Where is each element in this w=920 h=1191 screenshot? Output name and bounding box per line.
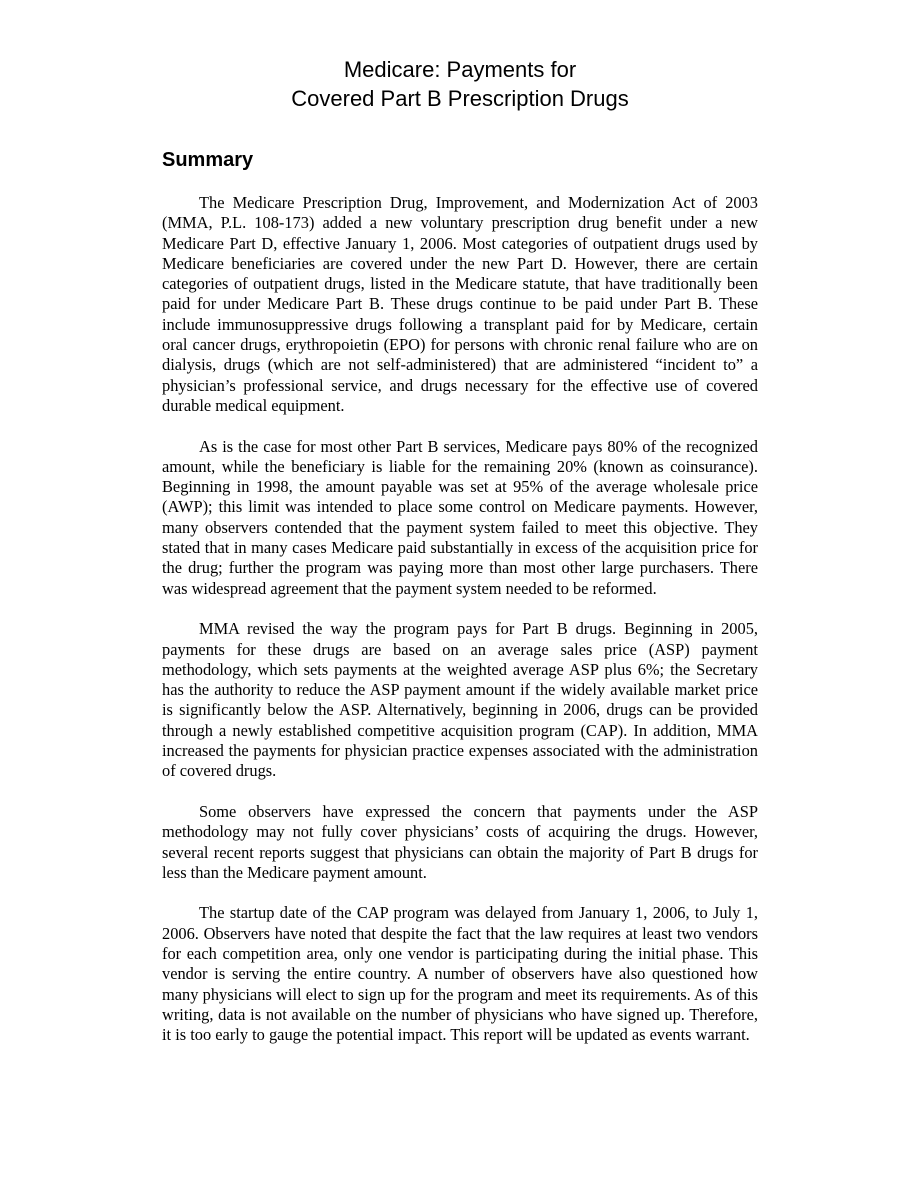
title-line-1: Medicare: Payments for	[343, 57, 577, 82]
summary-body	[162, 193, 758, 1066]
page-title	[0, 55, 920, 113]
title-line-2: Covered Part B Prescription Drugs	[291, 86, 629, 111]
paragraph: As is the case for most other Part B services, Medicare pays 80% of the recognized amount, while the beneficiary is liable for the remaining 20% (known as coinsurance). Beginning in 1998, the amount payable was set at 95% of the average wholesale price (AWP); this limit was intended to place some control on Medicare payments. However, many observers contended that the payment system failed to meet this objective. They stated that in many cases Medicare paid substantially in excess of the acquisition price for the drug; further the program was paying more than most other large purchasers. There was widespread agreement that the payment system needed to be reformed.	[162, 436, 758, 598]
paragraph: The Medicare Prescription Drug, Improvement, and Modernization Act of 2003 (MMA, P.L. 108-173) added a new voluntary prescription drug benefit under a new Medicare Part D, effective January 1, 2006. Most categories of outpatient drugs used by Medicare beneficiaries are covered under the new Part D. However, there are certain categories of outpatient drugs, listed in the Medicare statute, that have traditionally been paid for under Medicare Part B. These drugs continue to be paid under Part B. These include immunosuppressive drugs following a transplant paid for by Medicare, certain oral cancer drugs, erythropoietin (EPO) for persons with chronic renal failure who are on dialysis, drugs (which are not self-administered) that are administered “incident to” a physician’s professional service, and drugs necessary for the effective use of covered durable medical equipment.	[162, 193, 758, 415]
paragraph: The startup date of the CAP program was delayed from January 1, 2006, to July 1, 2006. Observers have noted that despite the fact that the law requires at least two vendors for each competition area, only one vendor is participating during the initial phase. This vendor is serving the entire country. A number of observers have also questioned how many physicians will elect to sign up for the program and meet its requirements. As of this writing, data is not available on the number of physicians who have signed up. Therefore, it is too early to gauge the potential impact. This report will be updated as events warrant.	[162, 903, 758, 1045]
paragraph: Some observers have expressed the concern that payments under the ASP methodology may not fully cover physicians’ costs of acquiring the drugs. However, several recent reports suggest that physicians can obtain the majority of Part B drugs for less than the Medicare payment amount.	[162, 801, 758, 882]
paragraph: MMA revised the way the program pays for Part B drugs. Beginning in 2005, payments for these drugs are based on an average sales price (ASP) payment methodology, which sets payments at the weighted average ASP plus 6%; the Secretary has the authority to reduce the ASP payment amount if the widely available market price is significantly below the ASP. Alternatively, beginning in 2006, drugs can be provided through a newly established competitive acquisition program (CAP). In addition, MMA increased the payments for physician practice expenses associated with the administration of covered drugs.	[162, 619, 758, 781]
section-heading-summary: Summary	[162, 149, 254, 171]
